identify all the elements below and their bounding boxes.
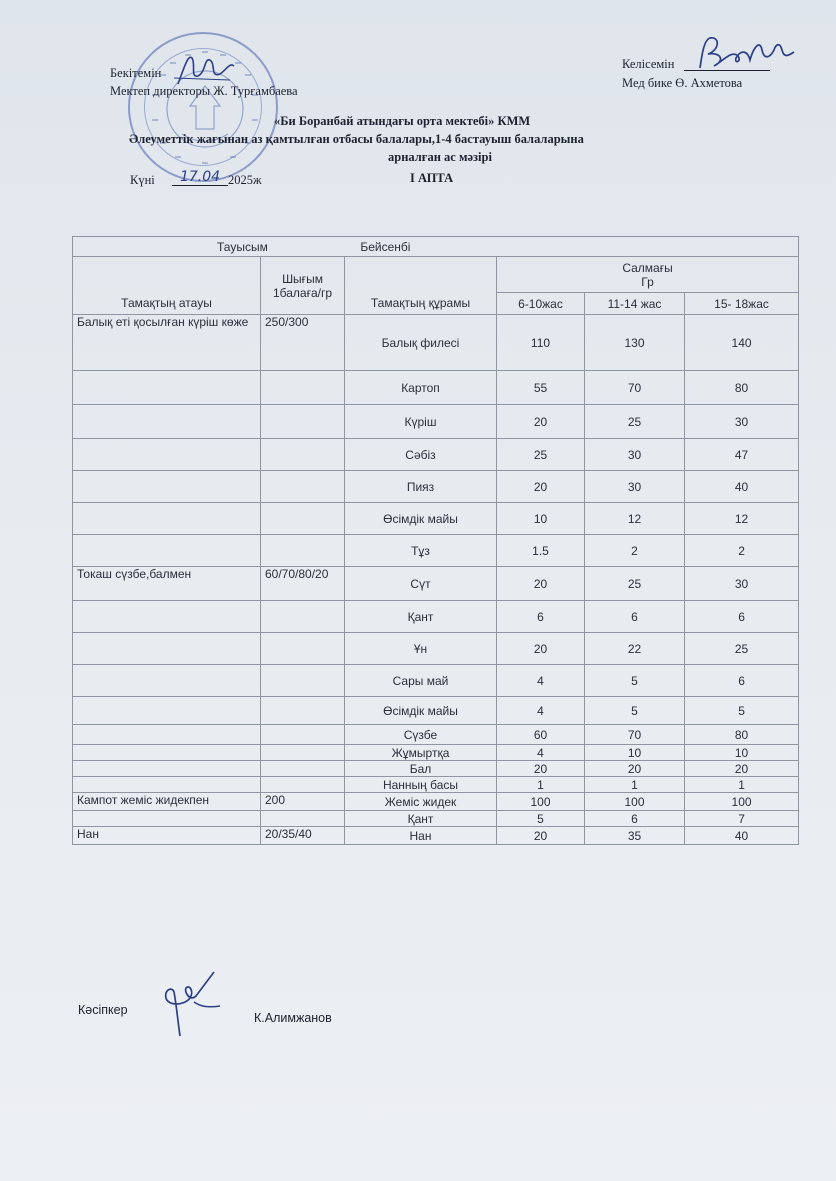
dish-name-cell (73, 405, 261, 439)
weight-cell: 20 (497, 567, 585, 601)
nurse-signature (690, 30, 800, 74)
weight-cell: 22 (585, 633, 685, 665)
col-output-line-2: 1балаға/гр (272, 285, 333, 300)
ingredient-cell: Бал (345, 761, 497, 777)
output-cell (261, 503, 345, 535)
weight-cell: 30 (685, 567, 799, 601)
weight-cell: 12 (685, 503, 799, 535)
agree-label: Келісемін (622, 57, 675, 71)
ingredient-cell: Сүт (345, 567, 497, 601)
weight-cell: 7 (685, 811, 799, 827)
table-meal-row (73, 237, 799, 257)
ingredient-cell: Өсімдік майы (345, 503, 497, 535)
output-cell (261, 761, 345, 777)
table-header-row-1 (73, 257, 799, 293)
dish-name-cell (73, 371, 261, 405)
weight-cell: 6 (585, 601, 685, 633)
weight-cell: 30 (585, 439, 685, 471)
entrepreneur-name: К.Алимжанов (254, 1011, 332, 1025)
weight-cell: 1 (585, 777, 685, 793)
date-label: Күні (130, 173, 155, 187)
table-row (73, 827, 799, 845)
weight-cell: 6 (685, 601, 799, 633)
col-weight-line-1: Салмағы (622, 260, 673, 275)
output-cell (261, 777, 345, 793)
ingredient-cell: Нан (345, 827, 497, 845)
output-cell (261, 535, 345, 567)
output-cell: 250/300 (261, 315, 345, 371)
weight-cell: 80 (685, 371, 799, 405)
output-cell (261, 471, 345, 503)
weight-cell: 100 (585, 793, 685, 811)
output-cell (261, 697, 345, 725)
date-suffix: 2025ж (228, 173, 262, 187)
ingredient-cell: Балық филесі (345, 315, 497, 371)
age-group-header: 11-14 жас (585, 293, 685, 315)
dish-name-cell (73, 761, 261, 777)
output-cell: 60/70/80/20 (261, 567, 345, 601)
ingredient-cell: Пияз (345, 471, 497, 503)
dish-name-cell: Токаш сүзбе,балмен (73, 567, 261, 601)
ingredient-cell: Тұз (345, 535, 497, 567)
weight-cell: 4 (497, 745, 585, 761)
weight-cell: 2 (585, 535, 685, 567)
weight-cell: 40 (685, 471, 799, 503)
weight-cell: 55 (497, 371, 585, 405)
weight-cell: 1 (685, 777, 799, 793)
weight-cell: 100 (497, 793, 585, 811)
output-cell (261, 371, 345, 405)
weight-cell: 2 (685, 535, 799, 567)
day-label: Бейсенбі (360, 239, 411, 254)
table-row (73, 405, 799, 439)
ingredient-cell: Күріш (345, 405, 497, 439)
weight-cell: 10 (585, 745, 685, 761)
weight-cell: 30 (685, 405, 799, 439)
dish-name-cell (73, 745, 261, 761)
table-row (73, 601, 799, 633)
col-output-line-1: Шығым (282, 271, 323, 286)
weight-cell: 1.5 (497, 535, 585, 567)
age-group-header: 15- 18жас (685, 293, 799, 315)
weight-cell: 35 (585, 827, 685, 845)
date-value: 17.04 (172, 169, 228, 186)
weight-cell: 10 (685, 745, 799, 761)
table-row (73, 725, 799, 745)
dish-name-cell (73, 535, 261, 567)
output-cell (261, 725, 345, 745)
table-row (73, 745, 799, 761)
entrepreneur-signature (150, 962, 240, 1042)
weight-cell: 20 (585, 761, 685, 777)
weight-cell: 70 (585, 371, 685, 405)
col-weight-header (497, 257, 799, 293)
weight-cell: 20 (497, 471, 585, 503)
dish-name-cell (73, 471, 261, 503)
dish-name-cell (73, 503, 261, 535)
weight-cell: 100 (685, 793, 799, 811)
ingredient-cell: Картоп (345, 371, 497, 405)
dish-name-cell: Нан (73, 827, 261, 845)
weight-cell: 20 (497, 633, 585, 665)
weight-cell: 140 (685, 315, 799, 371)
ingredient-cell: Ұн (345, 633, 497, 665)
dish-name-cell (73, 811, 261, 827)
entrepreneur-label: Кәсіпкер (78, 1003, 128, 1017)
school-name: «Би Боранбай атындағы орта мектебі» КММ (274, 114, 531, 128)
weight-cell: 47 (685, 439, 799, 471)
ingredient-cell: Жұмыртқа (345, 745, 497, 761)
output-cell (261, 601, 345, 633)
nurse-line: Мед бике Ө. Ахметова (622, 76, 743, 90)
weight-cell: 5 (685, 697, 799, 725)
table-row (73, 439, 799, 471)
table-row (73, 535, 799, 567)
table-row (73, 761, 799, 777)
output-cell (261, 745, 345, 761)
weight-cell: 60 (497, 725, 585, 745)
ingredient-cell: Өсімдік майы (345, 697, 497, 725)
weight-cell: 110 (497, 315, 585, 371)
dish-name-cell (73, 697, 261, 725)
weight-cell: 6 (585, 811, 685, 827)
ingredient-cell: Сүзбе (345, 725, 497, 745)
weight-cell: 25 (497, 439, 585, 471)
weight-cell: 6 (685, 665, 799, 697)
table-row (73, 633, 799, 665)
output-cell (261, 439, 345, 471)
menu-table (72, 236, 799, 845)
table-row (73, 503, 799, 535)
table-row (73, 471, 799, 503)
ingredient-cell: Жеміс жидек (345, 793, 497, 811)
table-row (73, 567, 799, 601)
weight-cell: 20 (497, 827, 585, 845)
weight-cell: 20 (497, 405, 585, 439)
weight-cell: 4 (497, 665, 585, 697)
ingredient-cell: Қант (345, 601, 497, 633)
weight-cell: 20 (685, 761, 799, 777)
title-line-2: арналған ас мәзірі (388, 150, 492, 164)
output-cell (261, 405, 345, 439)
col-output-header (261, 257, 345, 315)
dish-name-cell (73, 725, 261, 745)
weight-cell: 10 (497, 503, 585, 535)
output-cell: 20/35/40 (261, 827, 345, 845)
weight-cell: 30 (585, 471, 685, 503)
dish-name-cell: Балық еті қосылған күріш көже (73, 315, 261, 371)
weight-cell: 130 (585, 315, 685, 371)
weight-cell: 25 (585, 567, 685, 601)
ingredient-cell: Қант (345, 811, 497, 827)
dish-name-cell (73, 633, 261, 665)
meal-label: Тауысым (217, 239, 268, 254)
weight-cell: 25 (585, 405, 685, 439)
weight-cell: 70 (585, 725, 685, 745)
weight-cell: 40 (685, 827, 799, 845)
ingredient-cell: Нанның басы (345, 777, 497, 793)
col-weight-line-2: Гр (641, 274, 654, 289)
table-row (73, 315, 799, 371)
dish-name-cell (73, 601, 261, 633)
table-row (73, 697, 799, 725)
weight-cell: 12 (585, 503, 685, 535)
output-cell: 200 (261, 793, 345, 811)
col-name-header: Тамақтың атауы (73, 257, 261, 315)
table-row (73, 371, 799, 405)
director-signature (170, 48, 240, 92)
weight-cell: 5 (585, 697, 685, 725)
table-row (73, 665, 799, 697)
output-cell (261, 633, 345, 665)
weight-cell: 20 (497, 761, 585, 777)
weight-cell: 80 (685, 725, 799, 745)
output-cell (261, 665, 345, 697)
table-row (73, 811, 799, 827)
weight-cell: 5 (497, 811, 585, 827)
director-line: Мектеп директоры Ж. Турғамбаева (110, 84, 298, 98)
weight-cell: 1 (497, 777, 585, 793)
approve-label: Бекітемін (110, 66, 162, 80)
dish-name-cell: Кампот жеміс жидекпен (73, 793, 261, 811)
table-row (73, 777, 799, 793)
ingredient-cell: Сәбіз (345, 439, 497, 471)
col-composition-header: Тамақтың құрамы (345, 257, 497, 315)
dish-name-cell (73, 439, 261, 471)
weight-cell: 6 (497, 601, 585, 633)
age-group-header: 6-10жас (497, 293, 585, 315)
weight-cell: 4 (497, 697, 585, 725)
week-label: І АПТА (410, 171, 454, 185)
dish-name-cell (73, 777, 261, 793)
title-line-1: Әлеуметтік жағынан аз қамтылған отбасы балалары,1-4 бастауыш балаларына (129, 132, 584, 146)
ingredient-cell: Сары май (345, 665, 497, 697)
output-cell (261, 811, 345, 827)
weight-cell: 25 (685, 633, 799, 665)
weight-cell: 5 (585, 665, 685, 697)
dish-name-cell (73, 665, 261, 697)
table-row (73, 793, 799, 811)
